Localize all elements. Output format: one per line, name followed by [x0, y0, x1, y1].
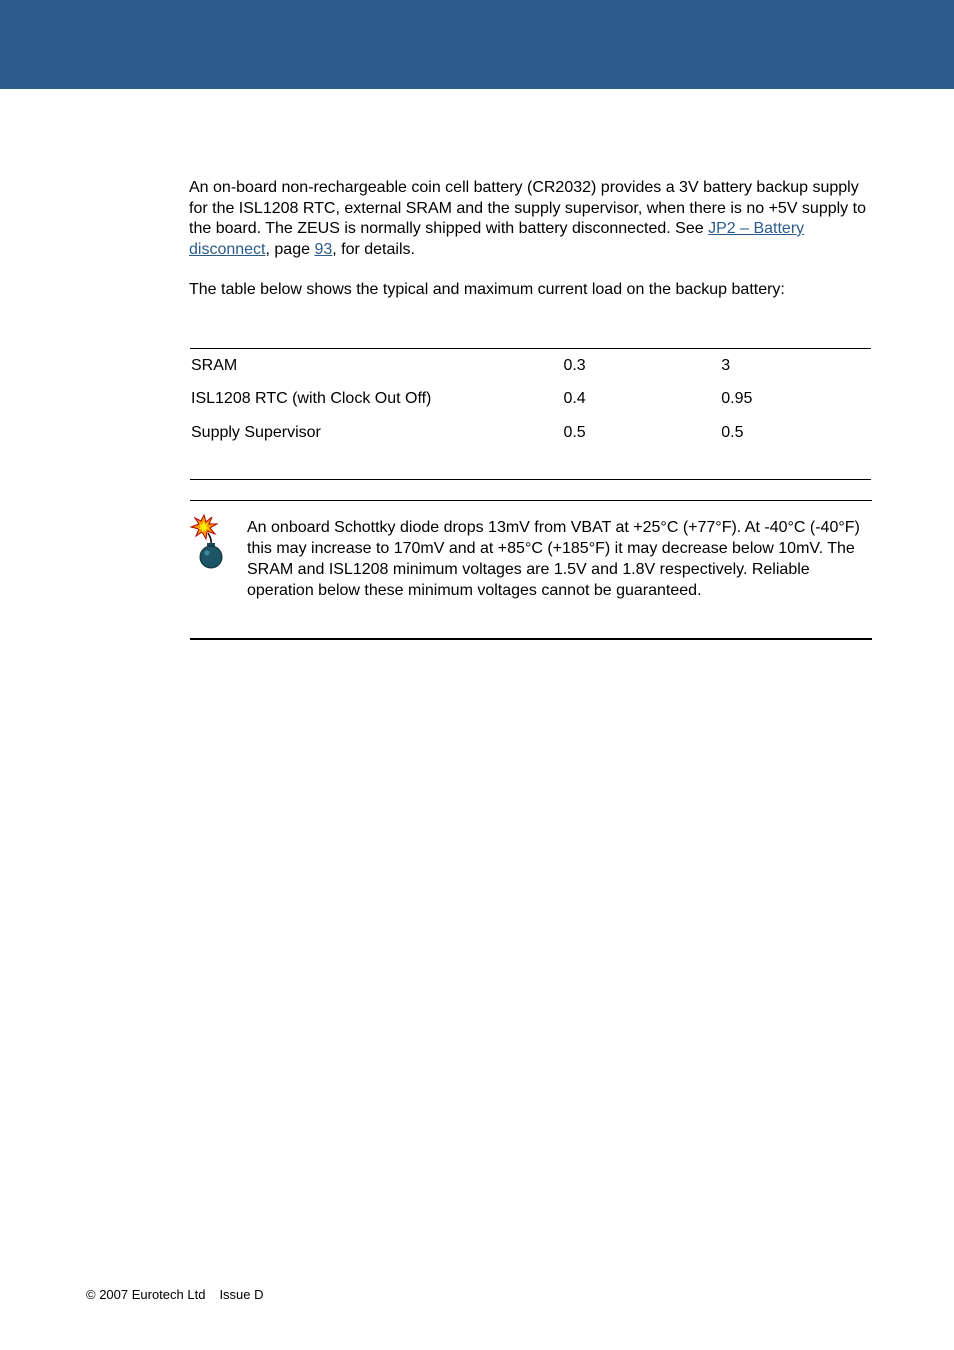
jp2-battery-disconnect-link[interactable]: JP2 – Battery disconnect [189, 220, 805, 258]
maximum-cell: 0.5 [721, 423, 744, 441]
device-cell: ISL1208 RTC (with Clock Out Off) [191, 390, 432, 408]
table-row [190, 383, 871, 417]
maximum-cell: 3 [721, 356, 731, 374]
table-row [190, 416, 871, 450]
maximum-cell: 0.95 [721, 390, 753, 408]
bomb-icon [190, 513, 226, 569]
device-cell: SRAM [191, 356, 238, 374]
header-band [0, 0, 954, 89]
table-bottom-rule [190, 479, 871, 480]
footer-copyright: © 2007 Eurotech Ltd [86, 1287, 206, 1302]
current-load-table [190, 348, 871, 450]
warning-note-text: An onboard Schottky diode drops 13mV from VBAT at +25°C (+77°F). At -40°C (-40°F) this may increase to 170mV and at +85°C (+185°F) it may decrease below 10mV. The SRAM and ISL1208 minimum voltages are 1.5V and 1.8V respectively. Reliable operation below these minimum voltages cannot be guaranteed. [247, 519, 860, 599]
page-footer [86, 1287, 264, 1302]
intro-end-text: , for details. [332, 240, 415, 258]
table-row [190, 349, 871, 383]
device-cell: Supply Supervisor [191, 423, 321, 441]
typical-cell: 0.4 [563, 390, 586, 408]
typical-cell: 0.5 [563, 423, 586, 441]
body-text [189, 178, 872, 301]
table-intro: The table below shows the typical and maximum current load on the backup battery: [189, 281, 785, 298]
intro-paragraph [189, 178, 872, 260]
warning-note [190, 500, 872, 640]
intro-text: An on-board non-rechargeable coin cell battery (CR2032) provides a 3V battery backup supply for the ISL1208 RTC, external SRAM and the supply supervisor, when there is no +5V supply to the board. The ZEUS is normally shipped with battery disconnected. See [189, 179, 866, 237]
page-93-link[interactable]: 93 [314, 240, 333, 258]
footer-issue: Issue D [219, 1287, 264, 1302]
typical-cell: 0.3 [563, 356, 586, 374]
intro-mid-text: , page [265, 240, 315, 258]
